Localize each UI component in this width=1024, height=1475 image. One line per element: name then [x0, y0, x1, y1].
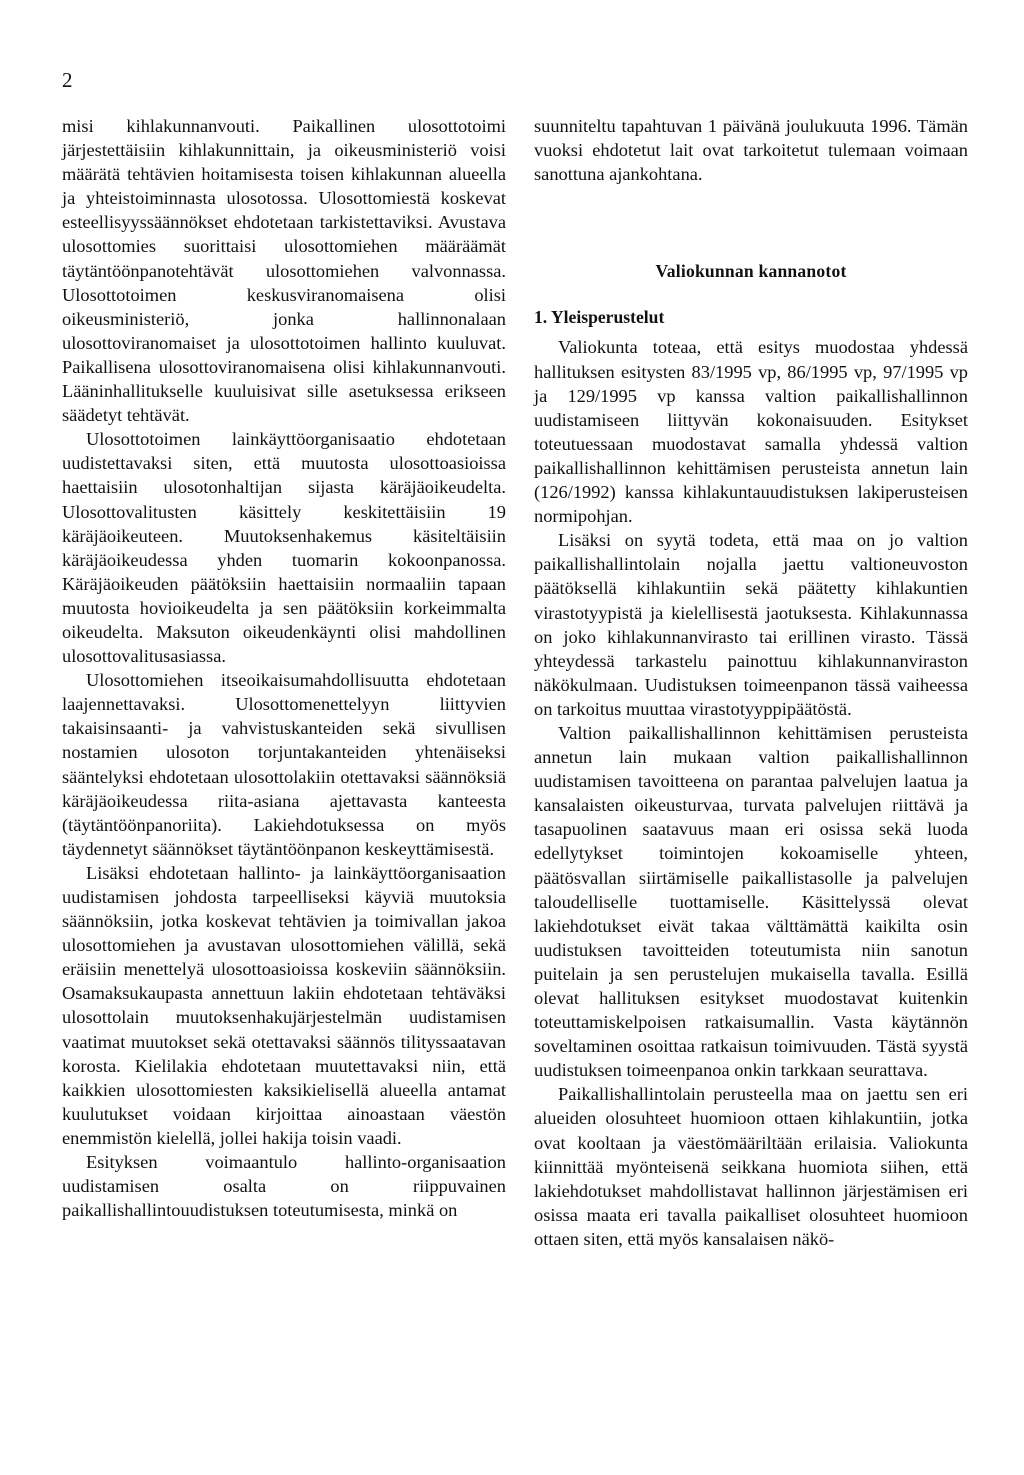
left-column [62, 114, 506, 1222]
paragraph: Paikallishallintolain perusteella maa on jaettu sen eri alueiden olosuhteet huomioon ottaen kihlakuntiin, jotka ovat kooltaan ja väestömääriltään erilaisia. Valiokunta kiinnittää myönteisenä seikkana huomiota siihen, että lakiehdotukset mahdollistavat hallinnon järjestämisen eri osissa maata eri tavalla paikalliset olosuhteet huomioon ottaen siten, että myös kansalaisen näkö- [534, 1084, 968, 1249]
paragraph: Lisäksi on syytä todeta, että maa on jo valtion paikallishallintolain nojalla jaettu valtioneuvoston päätöksellä kihlakuntiin sekä päätetty kihlakuntien virastotyypistä ja kielellisestä jaotuksesta. Kihlakunnassa on joko kihlakunnanvirasto tai erillinen virasto. Tässä yhteydessä tarkastelu painottuu kihlakunnanviraston näkökulmaan. Uudistuksen toimeenpanon tässä vaiheessa on tarkoitus muuttaa virastotyyppipäätöstä. [534, 530, 968, 719]
paragraph: Ulosottomiehen itseoikaisumahdollisuutta ehdotetaan laajennettavaksi. Ulosottomenettelyyn liittyvien takaisinsaanti- ja vahvistuskanteiden sekä sivullisen nostamien ulosoton torjuntakanteiden yhtenäiseksi sääntelyksi ehdotetaan ulosottolakiin otettavaksi säännöksiä käräjäoikeudessa riita-asiana ajettavasta kanteesta (täytäntöönpanoriita). Lakiehdotuksessa on myös täydennetyt säännökset täytäntöönpanon keskeyttämisestä. [62, 670, 506, 859]
paragraph: Lisäksi ehdotetaan hallinto- ja lainkäyttöorganisaation uudistamisen johdosta tarpeelliseksi käyviä muutoksia säännöksiin, jotka koskevat tehtävien ja toimivallan jakoa ulosottomiehen ja avustavan ulosottomiehen välillä, sekä eräisiin menettelyä ulosottoasioissa koskeviin säännöksiin. Osamaksukaupasta annettuun lakiin ehdotetaan tehtäväksi ulosottolain muutoksenhakujärjestelmän uudistamisen vaatimat muutokset sekä otettavaksi säännös tilityssaatavan korosta. Kielilakia ehdotetaan muutettavaksi niin, että kaikkien ulosottomiesten kaksikielisellä alueella antamat kuulutukset voidaan kirjoittaa ainoastaan väestön enemmistön kielellä, jollei hakija toisin vaadi. [62, 862, 506, 1148]
sub-heading: 1. Yleisperustelut [534, 307, 665, 328]
page-number: 2 [62, 68, 73, 92]
paragraph: Esityksen voimaantulo hallinto-organisaation uudistamisen osalta on riippuvainen paikallishallintouudistuksen toteutumisesta, minkä on [62, 1152, 506, 1221]
paragraph: Valiokunta toteaa, että esitys muodostaa yhdessä hallituksen esitysten 83/1995 vp, 86/1995 vp, 97/1995 vp ja 129/1995 vp kanssa valtion paikallishallinnon uudistamiseen liittyvän kokonaisuuden. Esitykset toteutuessaan muodostavat samalla yhdessä valtion paikallishallinnon kehittämisen perusteista annetun lain (126/1992) kanssa kihlakuntauudistuksen lakiperusteisen normipohjan. [534, 337, 968, 527]
paragraph: suunniteltu tapahtuvan 1 päivänä joulukuuta 1996. Tämän vuoksi ehdotetut lait ovat tarkoitetut tulemaan voimaan sanottuna ajankohtana. [534, 116, 968, 185]
paragraph: Valtion paikallishallinnon kehittämisen perusteista annetun lain mukaan valtion paikallishallinnon uudistamisen tavoitteena on parantaa palvelujen laatua ja kansalaisten oikeusturvaa, turvata palvelujen riittävä ja tasapuolinen saatavuus maan eri osissa sekä luoda edellytykset toimintojen kokoamiselle yhteen, päätösvallan siirtämiselle paikallistasolle ja palvelujen taloudelliselle tuottamiselle. Käsittelyssä olevat lakiehdotukset eivät takaa välttämättä kaikilta osin uudistuksen tavoitteiden toteutumista niin sanotun puitelain ja sen perustelujen mukaisella tavalla. Esillä olevat hallituksen esitykset muodostavat kuitenkin toteuttamiskelpoisen ratkaisumallin. Vasta käytännön soveltaminen osoittaa ratkaisun toimivuuden. Tästä syystä uudistuksen toimeenpanoa onkin tarkkaan seurattava. [534, 722, 968, 1081]
paragraph: Ulosottotoimen lainkäyttöorganisaatio ehdotetaan uudistettavaksi siten, että muutosta ulosottoasioissa haettaisiin ulosotonhaltijan sijasta käräjäoikeudelta. Ulosottovalitusten käsittely keskitettäisiin 19 käräjäoikeuteen. Muutoksenhakemus käsiteltäisiin käräjäoikeudessa yhden tuomarin kokoonpanossa. Käräjäoikeuden päätöksiin haettaisiin normaaliin tapaan muutosta hovioikeudelta ja sen päätöksiin korkeimmalta oikeudelta. Maksuton oikeudenkäynti olisi mahdollinen ulosottovalitusasiassa. [62, 429, 506, 667]
paragraph: misi kihlakunnanvouti. Paikallinen ulosottotoimi järjestettäisiin kihlakunnittain, ja oikeusministeriö voisi määrätä tehtävien hoitamisesta toisen kihlakunnan alueella ja yhteistoiminnasta ulosotossa. Ulosottomiestä koskevat esteellisyyssäännökset ehdotetaan tarkistettaviksi. Avustava ulosottomies suorittaisi ulosottomiehen määräämät täytäntöönpanotehtävät ulosottomiehen valvonnassa. Ulosottotoimen keskusviranomaisena olisi oikeusministeriö, jonka hallinnonalaan ulosottoviranomaiset ja ulosottotoimen hallinto kuuluvat. Paikallisena ulosottoviranomaisena olisi kihlakunnanvouti. Lääninhallitukselle kuuluisivat sille asetuksessa erikseen säädetyt tehtävät. [62, 116, 506, 426]
section-heading: Valiokunnan kannanotot [655, 261, 847, 282]
right-column [534, 114, 968, 1251]
